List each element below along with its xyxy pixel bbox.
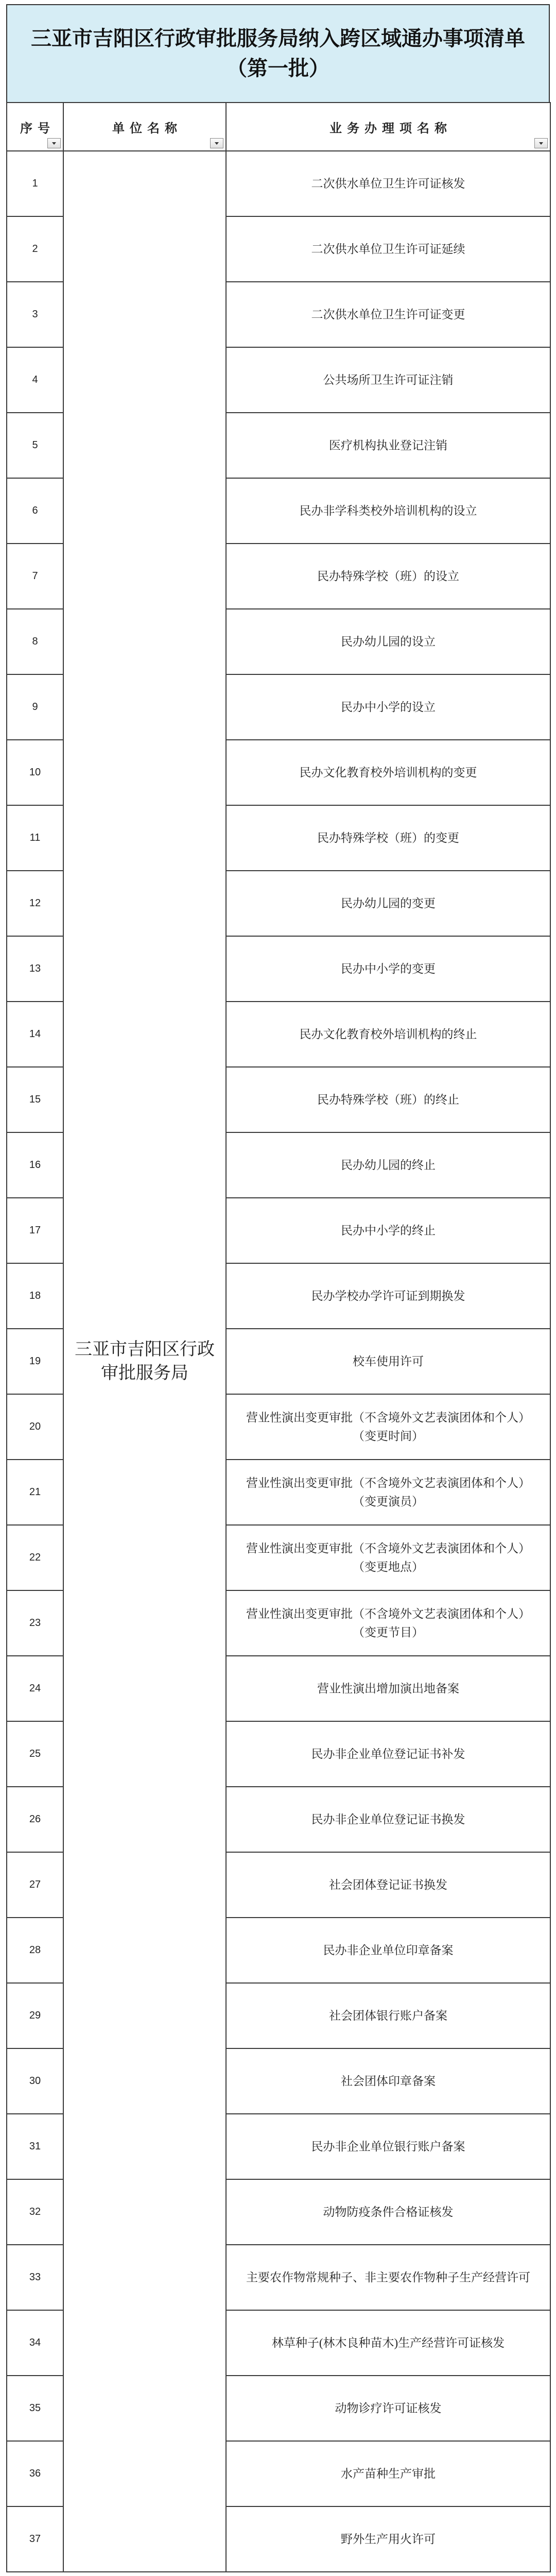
row-number-cell: 5 bbox=[7, 413, 63, 478]
item-name-cell: 民办幼儿园的设立 bbox=[226, 609, 550, 674]
row-number-cell: 21 bbox=[7, 1460, 63, 1525]
item-name-cell: 水产苗种生产审批 bbox=[226, 2441, 550, 2506]
item-name-cell bbox=[226, 1460, 550, 1525]
header-unit bbox=[63, 103, 226, 151]
row-number-cell: 24 bbox=[7, 1656, 63, 1721]
item-name-cell: 民办幼儿园的终止 bbox=[226, 1132, 550, 1198]
item-name-cell: 社会团体登记证书换发 bbox=[226, 1852, 550, 1918]
item-name-cell: 二次供水单位卫生许可证核发 bbox=[226, 151, 550, 216]
row-number-cell: 26 bbox=[7, 1787, 63, 1852]
row-number-cell: 3 bbox=[7, 282, 63, 347]
item-name-cell: 民办非企业单位登记证书换发 bbox=[226, 1787, 550, 1852]
item-name-cell: 民办文化教育校外培训机构的终止 bbox=[226, 1002, 550, 1067]
sheet-title-line2: （第一批） bbox=[227, 57, 329, 80]
row-number-cell: 22 bbox=[7, 1525, 63, 1590]
table-row bbox=[7, 151, 550, 216]
sheet-title-line1: 三亚市吉阳区行政审批服务局纳入跨区域通办事项清单 bbox=[31, 27, 525, 50]
row-number-cell: 15 bbox=[7, 1067, 63, 1132]
row-number-cell: 20 bbox=[7, 1394, 63, 1460]
item-name-note: （变更地点） bbox=[353, 1560, 424, 1573]
header-row bbox=[7, 103, 550, 151]
row-number-cell: 18 bbox=[7, 1263, 63, 1329]
row-number-cell: 32 bbox=[7, 2179, 63, 2245]
row-number-cell: 36 bbox=[7, 2441, 63, 2506]
item-name-cell: 医疗机构执业登记注销 bbox=[226, 413, 550, 478]
row-number-cell: 17 bbox=[7, 1198, 63, 1263]
item-name-note: （变更演员） bbox=[353, 1495, 424, 1508]
header-item-label: 业务办理项名称 bbox=[329, 121, 452, 135]
row-number-cell: 25 bbox=[7, 1721, 63, 1787]
row-number-cell: 10 bbox=[7, 740, 63, 805]
chevron-down-icon bbox=[52, 142, 56, 145]
item-name-cell: 民办学校办学许可证到期换发 bbox=[226, 1263, 550, 1329]
item-name-note: （变更时间） bbox=[353, 1429, 424, 1443]
row-number-cell: 8 bbox=[7, 609, 63, 674]
row-number-cell: 14 bbox=[7, 1002, 63, 1067]
row-number-cell: 19 bbox=[7, 1329, 63, 1394]
item-name-cell: 民办中小学的变更 bbox=[226, 936, 550, 1002]
item-name-cell: 民办非学科类校外培训机构的设立 bbox=[226, 478, 550, 544]
spreadsheet bbox=[6, 4, 550, 2572]
item-name-cell: 社会团体印章备案 bbox=[226, 2048, 550, 2114]
item-name-cell bbox=[226, 1394, 550, 1460]
row-number-cell: 16 bbox=[7, 1132, 63, 1198]
row-number-cell: 13 bbox=[7, 936, 63, 1002]
header-no-label: 序号 bbox=[20, 121, 55, 135]
item-name-cell: 林草种子(林木良种苗木)生产经营许可证核发 bbox=[226, 2310, 550, 2376]
item-name-note: （变更节目） bbox=[353, 1625, 424, 1639]
sheet-title bbox=[6, 4, 550, 102]
item-name-cell: 动物防疫条件合格证核发 bbox=[226, 2179, 550, 2245]
item-name-text: 营业性演出变更审批（不含境外文艺表演团体和个人） bbox=[246, 1411, 530, 1424]
item-name-cell: 民办特殊学校（班）的终止 bbox=[226, 1067, 550, 1132]
item-name-cell: 民办非企业单位银行账户备案 bbox=[226, 2114, 550, 2179]
row-number-cell: 31 bbox=[7, 2114, 63, 2179]
row-number-cell: 33 bbox=[7, 2245, 63, 2310]
filter-dropdown-button-item[interactable] bbox=[534, 138, 548, 148]
item-name-cell: 民办非企业单位印章备案 bbox=[226, 1918, 550, 1983]
row-number-cell: 37 bbox=[7, 2506, 63, 2572]
row-number-cell: 27 bbox=[7, 1852, 63, 1918]
item-name-cell: 二次供水单位卫生许可证变更 bbox=[226, 282, 550, 347]
item-name-text: 营业性演出变更审批（不含境外文艺表演团体和个人） bbox=[246, 1541, 530, 1555]
filter-dropdown-button-unit[interactable] bbox=[210, 138, 223, 148]
item-name-cell: 民办中小学的设立 bbox=[226, 674, 550, 740]
header-unit-label: 单位名称 bbox=[112, 121, 182, 135]
row-number-cell: 12 bbox=[7, 871, 63, 936]
row-number-cell: 2 bbox=[7, 216, 63, 282]
item-name-cell: 民办特殊学校（班）的设立 bbox=[226, 544, 550, 609]
chevron-down-icon bbox=[539, 142, 543, 145]
row-number-cell: 7 bbox=[7, 544, 63, 609]
row-number-cell: 29 bbox=[7, 1983, 63, 2048]
row-number-cell: 9 bbox=[7, 674, 63, 740]
item-name-cell: 民办特殊学校（班）的变更 bbox=[226, 805, 550, 871]
item-name-cell: 社会团体银行账户备案 bbox=[226, 1983, 550, 2048]
item-name-cell bbox=[226, 1590, 550, 1656]
item-name-cell: 民办非企业单位登记证书补发 bbox=[226, 1721, 550, 1787]
item-name-cell: 二次供水单位卫生许可证延续 bbox=[226, 216, 550, 282]
header-no bbox=[7, 103, 63, 151]
item-name-cell bbox=[226, 1525, 550, 1590]
items-table bbox=[6, 102, 551, 2572]
item-name-cell: 动物诊疗许可证核发 bbox=[226, 2376, 550, 2441]
item-name-text: 营业性演出变更审批（不含境外文艺表演团体和个人） bbox=[246, 1476, 530, 1489]
chevron-down-icon bbox=[215, 142, 219, 145]
item-name-text: 营业性演出变更审批（不含境外文艺表演团体和个人） bbox=[246, 1607, 530, 1620]
row-number-cell: 4 bbox=[7, 347, 63, 413]
row-number-cell: 6 bbox=[7, 478, 63, 544]
filter-dropdown-button-no[interactable] bbox=[47, 138, 61, 148]
row-number-cell: 34 bbox=[7, 2310, 63, 2376]
row-number-cell: 28 bbox=[7, 1918, 63, 1983]
row-number-cell: 30 bbox=[7, 2048, 63, 2114]
row-number-cell: 1 bbox=[7, 151, 63, 216]
item-name-cell: 公共场所卫生许可证注销 bbox=[226, 347, 550, 413]
item-name-cell: 民办文化教育校外培训机构的变更 bbox=[226, 740, 550, 805]
unit-name-cell: 三亚市吉阳区行政审批服务局 bbox=[63, 151, 226, 2572]
item-name-cell: 校车使用许可 bbox=[226, 1329, 550, 1394]
row-number-cell: 11 bbox=[7, 805, 63, 871]
row-number-cell: 35 bbox=[7, 2376, 63, 2441]
item-name-cell: 主要农作物常规种子、非主要农作物种子生产经营许可 bbox=[226, 2245, 550, 2310]
item-name-cell: 野外生产用火许可 bbox=[226, 2506, 550, 2572]
item-name-cell: 民办幼儿园的变更 bbox=[226, 871, 550, 936]
row-number-cell: 23 bbox=[7, 1590, 63, 1656]
item-name-cell: 民办中小学的终止 bbox=[226, 1198, 550, 1263]
header-item bbox=[226, 103, 550, 151]
item-name-cell: 营业性演出增加演出地备案 bbox=[226, 1656, 550, 1721]
